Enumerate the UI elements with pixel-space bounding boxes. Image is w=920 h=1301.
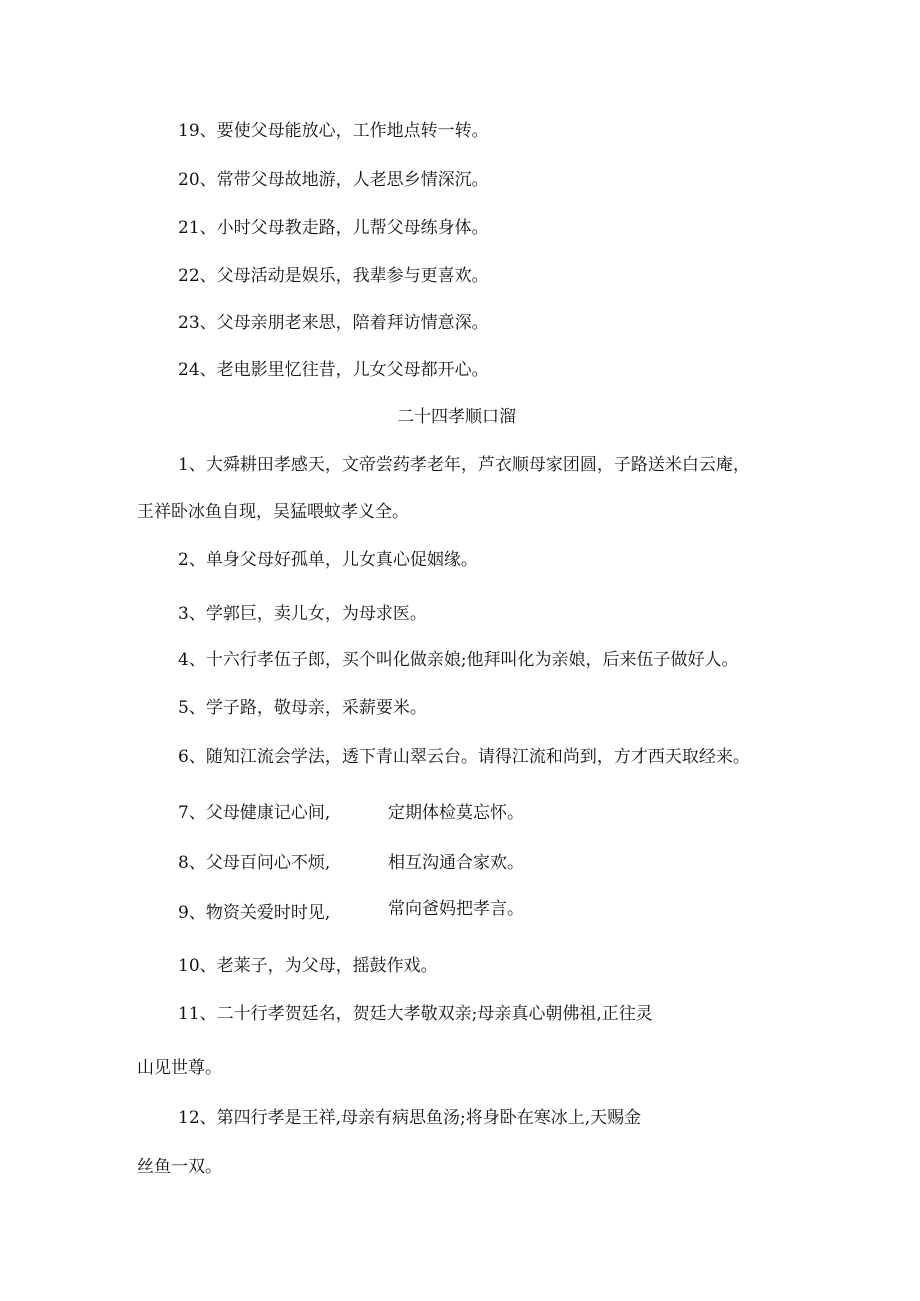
- item-7-right: 定期体检莫忘怀。: [388, 803, 524, 823]
- poem-line-19: 19、要使父母能放心，工作地点转一转。: [178, 121, 489, 141]
- item-10: 10、老莱子，为父母，摇鼓作戏。: [178, 956, 438, 976]
- item-8-left: 8、父母百问心不烦,: [178, 853, 331, 873]
- item-7-left: 7、父母健康记心间,: [178, 803, 331, 823]
- poem-line-22: 22、父母活动是娱乐，我辈参与更喜欢。: [178, 266, 489, 286]
- item-12-line-1: 12、第四行孝是王祥,母亲有病思鱼汤;将身卧在寒冰上,天赐金: [178, 1108, 642, 1128]
- item-2: 2、单身父母好孤单，儿女真心促姻缘。: [178, 550, 478, 570]
- item-6: 6、随知江流会学法，透下青山翠云台。请得江流和尚到，方才西天取经来。: [178, 747, 750, 767]
- item-8: [178, 852, 524, 874]
- item-11-line-1: 11、二十行孝贺廷名，贺廷大孝敬双亲;母亲真心朝佛祖,正往灵: [178, 1004, 653, 1024]
- item-9-left: 9、物资关爱时时见,: [178, 903, 331, 923]
- item-3: 3、学郭巨，卖儿女，为母求医。: [178, 604, 427, 624]
- item-1-line-1: 1、大舜耕田孝感天，文帝尝药孝老年，芦衣顺母家团圆，子路送米白云庵，: [178, 455, 750, 475]
- item-1-line-2: 王祥卧冰鱼自现，吴猛喂蚊孝义全。: [137, 502, 409, 522]
- poem-line-23: 23、父母亲朋老来思，陪着拜访情意深。: [178, 313, 489, 333]
- poem-line-24: 24、老电影里忆往昔，儿女父母都开心。: [178, 360, 489, 380]
- poem-line-20: 20、常带父母故地游，人老思乡情深沉。: [178, 170, 489, 190]
- item-9: [178, 899, 524, 924]
- poem-line-21: 21、小时父母教走路，儿帮父母练身体。: [178, 218, 489, 238]
- item-5: 5、学子路，敬母亲，采薪要米。: [178, 698, 427, 718]
- item-4: 4、十六行孝伍子郎，买个叫化做亲娘;他拜叫化为亲娘，后来伍子做好人。: [178, 650, 739, 670]
- section-title: 二十四孝顺口溜: [397, 407, 516, 427]
- item-7: [178, 802, 524, 824]
- item-11-line-2: 山见世尊。: [137, 1058, 222, 1078]
- item-9-right: 常向爸妈把孝言。: [388, 899, 524, 919]
- item-8-right: 相互沟通合家欢。: [388, 853, 524, 873]
- item-12-line-2: 丝鱼一双。: [137, 1157, 222, 1177]
